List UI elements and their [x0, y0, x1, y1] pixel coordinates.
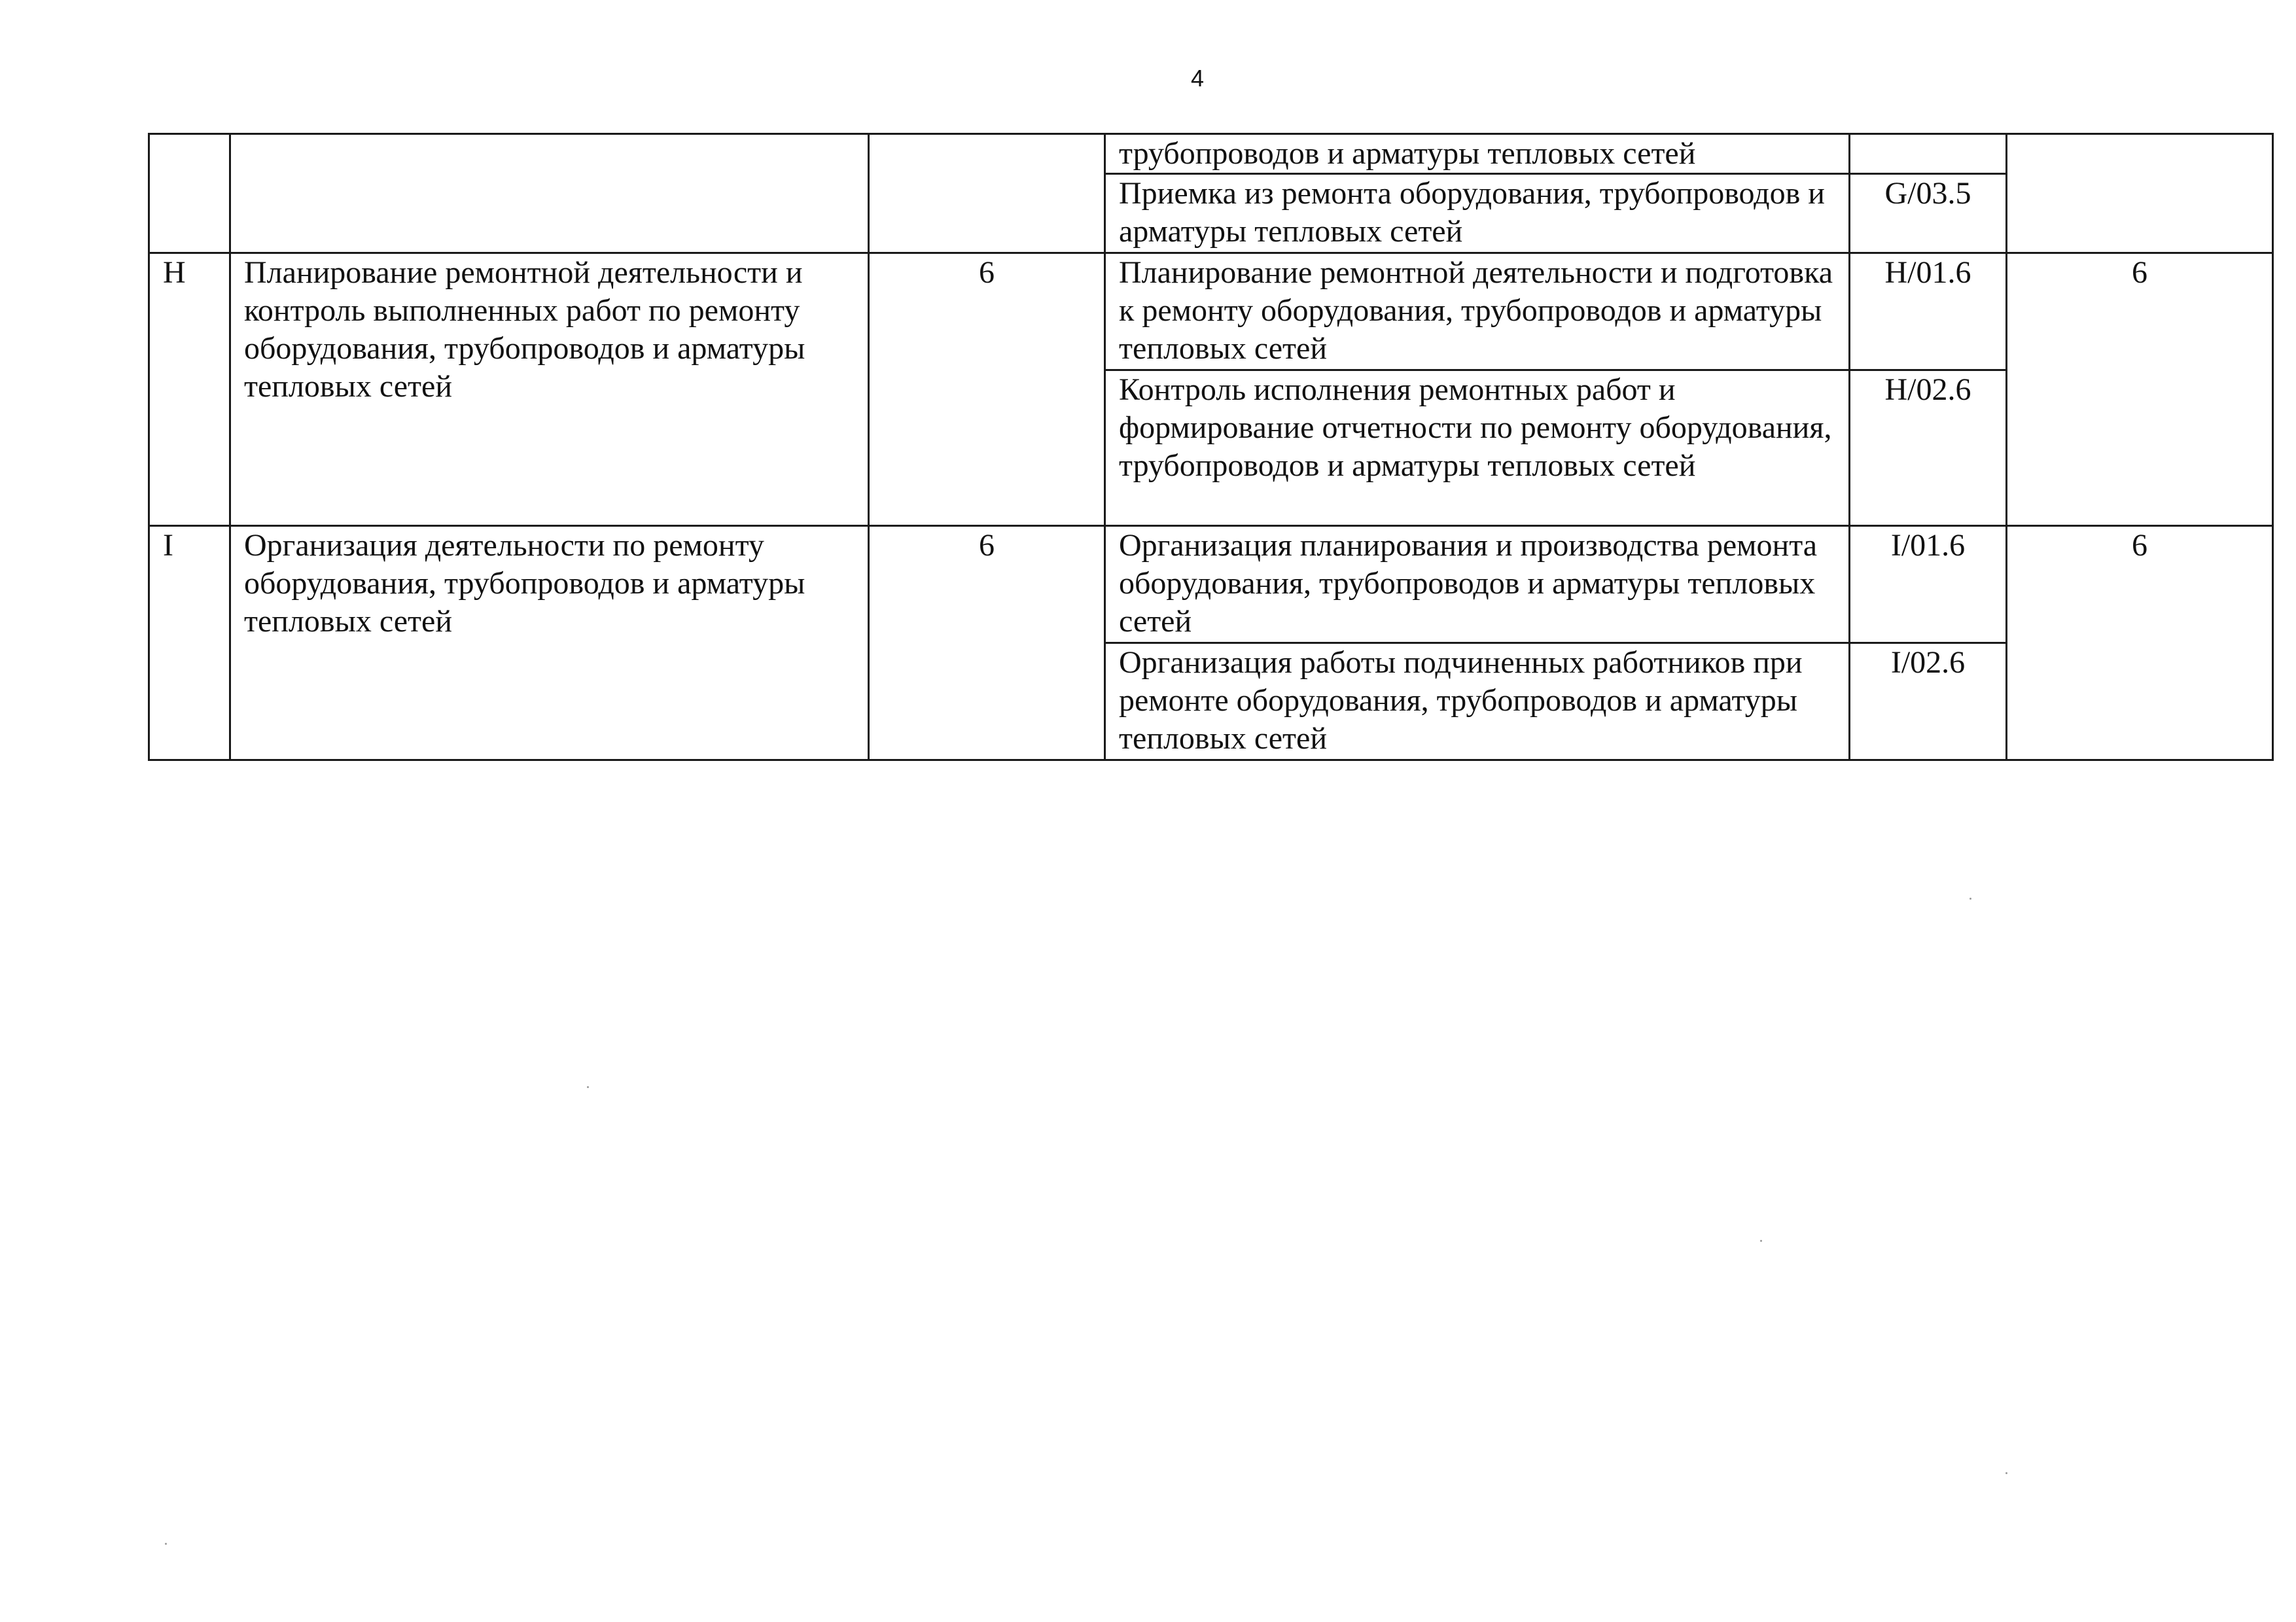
- labor-function-code-cell: H/02.6: [1850, 370, 2007, 526]
- sublevel-cell: [2007, 134, 2273, 253]
- labor-function-name-cell: Контроль исполнения ремонтных работ и формирование отчетности по ремонту оборудования, трубопроводов и арматуры тепловых сетей: [1105, 370, 1850, 526]
- labor-function-code-cell: G/03.5: [1850, 174, 2007, 253]
- qualification-level-cell: [869, 134, 1105, 253]
- scan-speck: [165, 1543, 167, 1545]
- labor-function-code-cell: H/01.6: [1850, 253, 2007, 370]
- labor-function-name-cell: Приемка из ремонта оборудования, трубопроводов и арматуры тепловых сетей: [1105, 174, 1850, 253]
- generalized-function-code-cell: [149, 134, 230, 253]
- page-number: 4: [1190, 65, 1205, 92]
- qualification-level-cell: 6: [869, 253, 1105, 526]
- scan-speck: [1760, 1240, 1762, 1242]
- generalized-function-name-cell: [230, 134, 869, 253]
- labor-function-name-cell: трубопроводов и арматуры тепловых сетей: [1105, 134, 1850, 174]
- scan-speck: [587, 1086, 589, 1088]
- scan-speck: [1969, 898, 1971, 900]
- labor-function-name-cell: Организация планирования и производства ремонта оборудования, трубопроводов и арматуры тепловых сетей: [1105, 526, 1850, 643]
- labor-functions-table: [148, 133, 2274, 761]
- generalized-function-name-cell: Организация деятельности по ремонту оборудования, трубопроводов и арматуры тепловых сетей: [230, 526, 869, 760]
- generalized-function-name-cell: Планирование ремонтной деятельности и контроль выполненных работ по ремонту оборудования, трубопроводов и арматуры тепловых сетей: [230, 253, 869, 526]
- scan-speck: [2005, 1472, 2007, 1474]
- table-row: [149, 134, 2273, 174]
- qualification-level-cell: 6: [869, 526, 1105, 760]
- sublevel-cell: 6: [2007, 526, 2273, 760]
- labor-function-name-cell: Организация работы подчиненных работников при ремонте оборудования, трубопроводов и арматуры тепловых сетей: [1105, 643, 1850, 760]
- generalized-function-code-cell: H: [149, 253, 230, 526]
- sublevel-cell: 6: [2007, 253, 2273, 526]
- table-row: [149, 253, 2273, 370]
- labor-function-code-cell: I/01.6: [1850, 526, 2007, 643]
- table-row: [149, 526, 2273, 643]
- labor-function-name-cell: Планирование ремонтной деятельности и подготовка к ремонту оборудования, трубопроводов и арматуры тепловых сетей: [1105, 253, 1850, 370]
- labor-function-code-cell: I/02.6: [1850, 643, 2007, 760]
- labor-function-code-cell: [1850, 134, 2007, 174]
- generalized-function-code-cell: I: [149, 526, 230, 760]
